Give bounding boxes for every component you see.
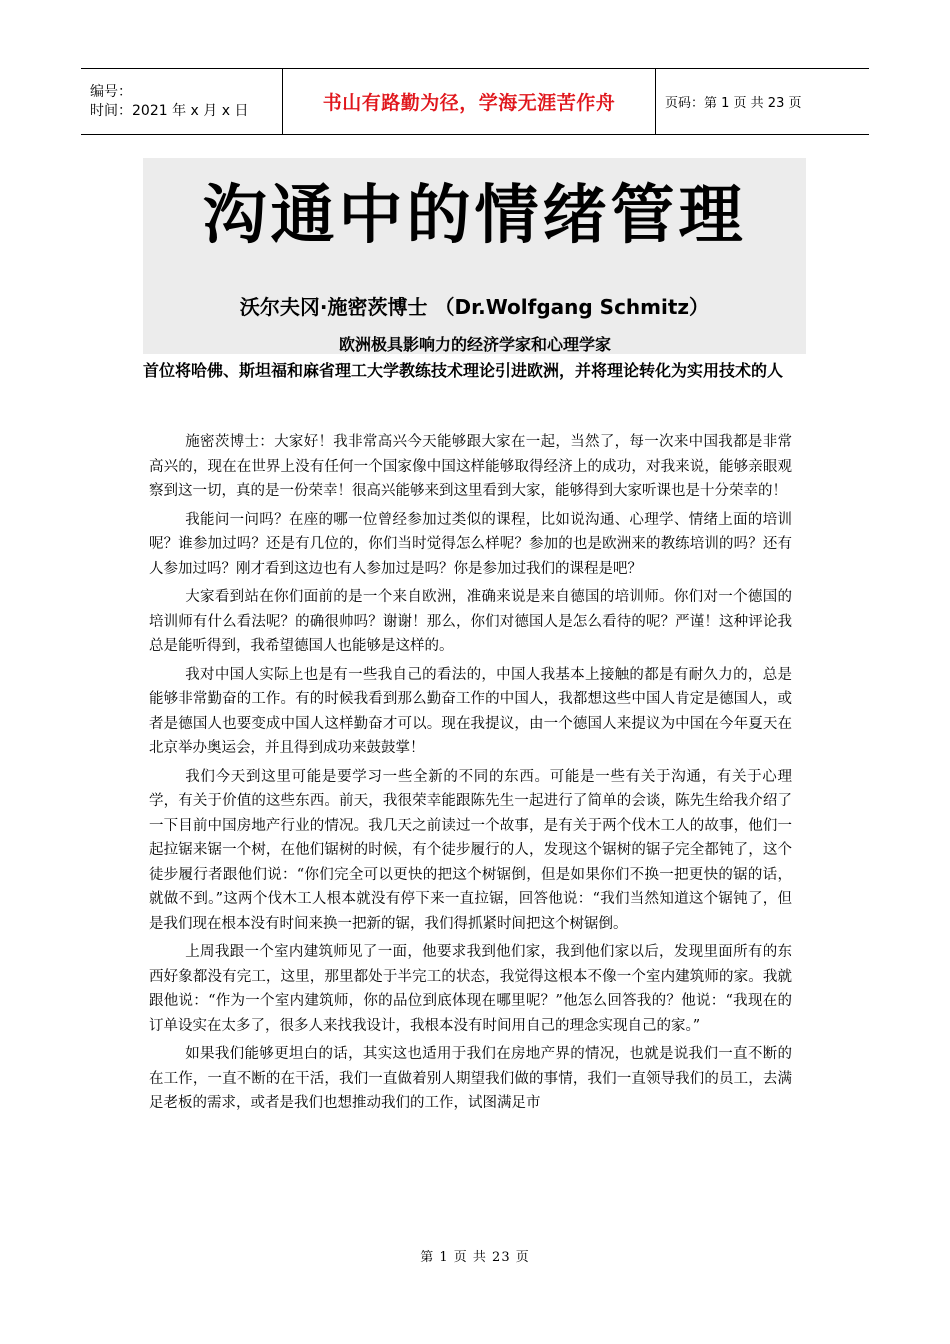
title-box [143, 158, 806, 354]
paragraph: 我对中国人实际上也是有一些我自己的看法的，中国人我基本上接触的都是有耐久力的，总是能够非常勤奋的工作。有的时候我看到那么勤奋工作的中国人，我都想这些中国人肯定是德国人，或者是德国人也要变成中国人这样勤奋才可以。现在我提议，由一个德国人来提议为中国在今年夏天在北京举办奥运会，并且得到成功来鼓鼓掌！ [149, 666, 792, 756]
author-line: 沃尔夫冈·施密茨博士 （Dr.Wolfgang Schmitz） [239, 295, 710, 319]
paragraph: 施密茨博士：大家好！我非常高兴今天能够跟大家在一起，当然了，每一次来中国我都是非常高兴的，现在在世界上没有任何一个国家像中国这样能够取得经济上的成功，对我来说，能够亲眼观察到这一切，真的是一份荣幸！很高兴能够来到这里看到大家，能够得到大家听课也是十分荣幸的！ [149, 434, 792, 499]
author-achievement: 首位将哈佛、斯坦福和麻省理工大学教练技术理论引进欧洲，并将理论转化为实用技术的人 [143, 361, 784, 380]
paragraph: 我能问一问吗？在座的哪一位曾经参加过类似的课程，比如说沟通、心理学、情绪上面的培训呢？谁参加过吗？还是有几位的，你们当时觉得怎么样呢？参加的也是欧洲来的教练培训的吗？还有人参加过吗？刚才看到这边也有人参加过是吗？你是参加过我们的课程是吧？ [149, 511, 792, 577]
document-body [149, 430, 792, 1120]
author-description: 欧洲极具影响力的经济学家和心理学家 [338, 335, 611, 354]
page-header [81, 68, 869, 135]
document-title: 沟通中的情绪管理 [202, 179, 747, 253]
header-motto-cell [282, 69, 656, 134]
header-left [81, 69, 282, 134]
header-page-info: 页码：第 1 页 共 23 页 [665, 96, 802, 111]
paragraph: 上周我跟一个室内建筑师见了一面，他要求我到他们家，我到他们家以后，发现里面所有的东西好象都没有完工，这里，那里都处于半完工的状态，我觉得这根本不像一个室内建筑师的家。我就跟他说：“作为一个室内建筑师，你的品位到底体现在哪里呢？”他怎么回答我的？他说：“我现在的订单设实在太多了，很多人来找我设计，我根本没有时间用自己的理念实现自己的家。” [149, 944, 792, 1034]
page-footer: 第 1 页 共 23 页 [420, 1250, 530, 1265]
paragraph: 大家看到站在你们面前的是一个来自欧洲，准确来说是来自德国的培训师。你们对一个德国的培训师有什么看法呢？的确很帅吗？谢谢！那么，你们对德国人是怎么看待的呢？严谨！这种评论我总是能听得到，我希望德国人也能够是这样的。 [149, 589, 792, 654]
header-motto: 书山有路勤为径，学海无涯苦作舟 [322, 92, 616, 114]
paragraph: 如果我们能够更坦白的话，其实这也适用于我们在房地产界的情况，也就是说我们一直不断的在工作，一直不断的在干活，我们一直做着别人期望我们做的事情，我们一直领导我们的员工，去满足老板的需求，或者是我们也想推动我们的工作，试图满足市 [149, 1046, 792, 1111]
header-number-label: 编号： [90, 83, 132, 100]
paragraph: 我们今天到这里可能是要学习一些全新的不同的东西。可能是一些有关于沟通，有关于心理学，有关于价值的这些东西。前天，我很荣幸能跟陈先生一起进行了简单的会谈，陈先生给我介绍了一下目前中国房地产行业的情况。我几天之前读过一个故事，是有关于两个伐木工人的故事，他们一起拉锯来锯一个树，在他们锯树的时候，有个徒步履行的人，发现这个锯树的锯子完全都钝了，这个徒步履行者跟他们说：“你们完全可以更快的把这个树锯倒，但是如果你们不换一把更快的锯的话，就做不到。”这两个伐木工人根本就没有停下来一直拉锯，回答他说：“我们当然知道这个锯钝了，但是我们现在根本没有时间来换一把新的锯，我们得抓紧时间把这个树锯倒。 [149, 768, 792, 932]
header-time-label: 时间：2021 年 x 月 x 日 [90, 102, 249, 119]
